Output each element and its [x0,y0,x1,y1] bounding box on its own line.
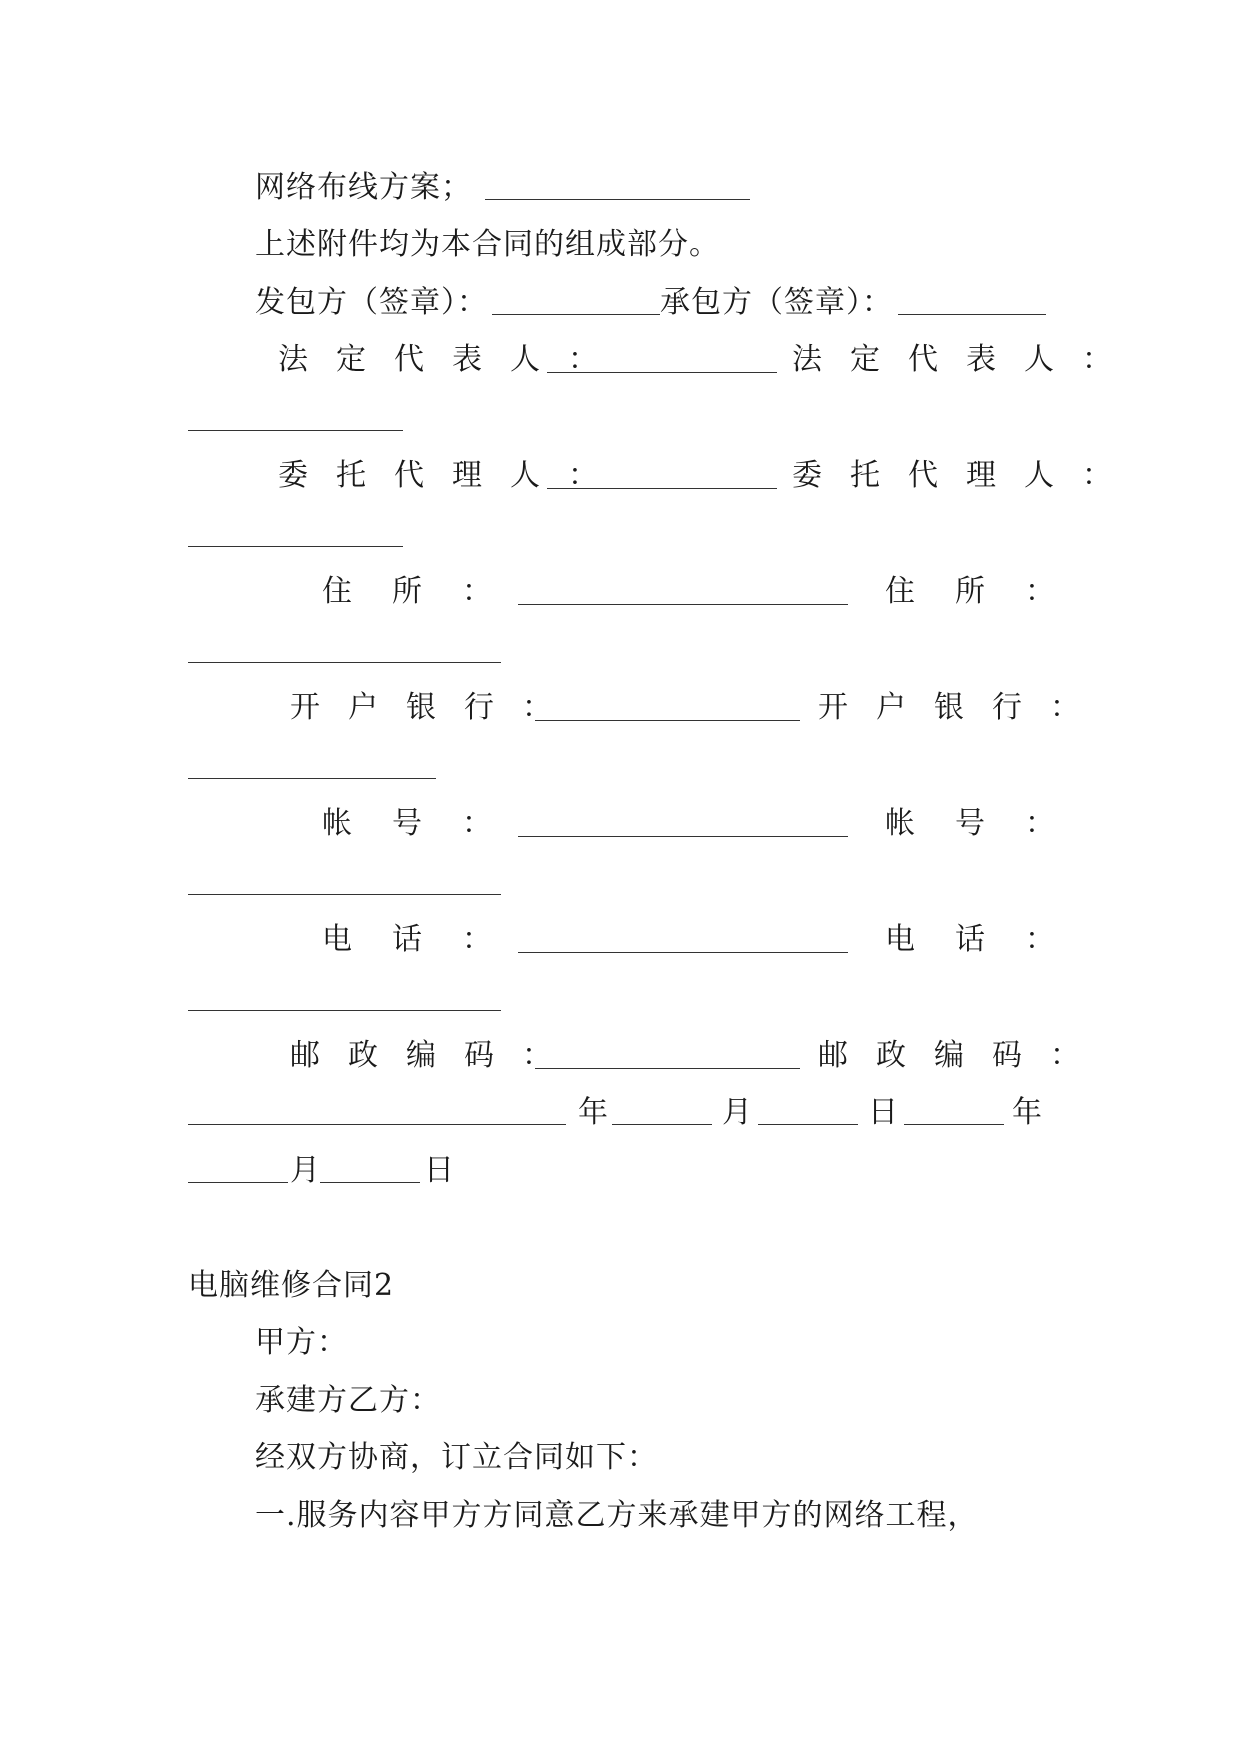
legal-rep-blank-b [188,430,403,431]
phone-blank-a [518,952,848,953]
postcode-blank-a [535,1068,800,1069]
account-blank-a [518,836,848,837]
day-blank-a [758,1124,858,1125]
party-a-sign-blank [492,314,660,315]
bank-label-a: 开户银行： [290,690,580,725]
date-year-b: 年 [1012,1095,1043,1130]
month-blank-a [612,1124,712,1125]
legal-rep-label-a: 法定代表人： [278,342,626,377]
clause1-line: 一.服务内容甲方方同意乙方来承建甲方的网络工程， [255,1498,979,1533]
date-year-a: 年 [578,1095,609,1130]
bank-label-b: 开户银行： [818,690,1108,725]
legal-rep-label-b: 法定代表人： [792,342,1140,377]
account-label-b: 帐号： [885,806,1095,841]
postcode-label-b: 邮政编码： [818,1038,1108,1073]
month-blank-b [188,1182,288,1183]
address-label-b: 住所： [885,574,1095,609]
agent-blank-a [547,488,777,489]
contract2-title: 电脑维修合同2 [188,1268,395,1303]
phone-label-b: 电话： [885,922,1095,957]
account-label-a: 帐号： [322,806,532,841]
party-b-sign-label: 承包方（签章）： [660,285,893,320]
address-blank-b [188,662,501,663]
phone-label-a: 电话： [322,922,532,957]
agreement-line: 经双方协商，订立合同如下： [255,1440,658,1475]
day-blank-b [320,1182,420,1183]
address-blank-a [518,604,848,605]
account-blank-b [188,894,501,895]
date-month-b: 月 [290,1153,321,1188]
postcode-blank-b [188,1124,566,1125]
plan-label: 网络布线方案； [255,170,472,205]
party-a-line: 甲方： [255,1325,348,1360]
legal-rep-blank-a [547,372,777,373]
address-label-a: 住所： [322,574,532,609]
bank-blank-b [188,778,436,779]
date-day-a: 日 [868,1095,899,1130]
attachments-note: 上述附件均为本合同的组成部分。 [255,227,720,262]
phone-blank-b [188,1010,501,1011]
party-b-line: 承建方乙方： [255,1383,441,1418]
agent-label-b: 委托代理人： [792,458,1140,493]
date-month-a: 月 [722,1095,753,1130]
party-a-sign-label: 发包方（签章）： [255,285,488,320]
year-blank-b [904,1124,1004,1125]
agent-blank-b [188,546,403,547]
party-b-sign-blank [898,314,1046,315]
bank-blank-a [535,720,800,721]
postcode-label-a: 邮政编码： [290,1038,580,1073]
date-day-b: 日 [424,1153,455,1188]
plan-blank [485,199,750,200]
agent-label-a: 委托代理人： [278,458,626,493]
